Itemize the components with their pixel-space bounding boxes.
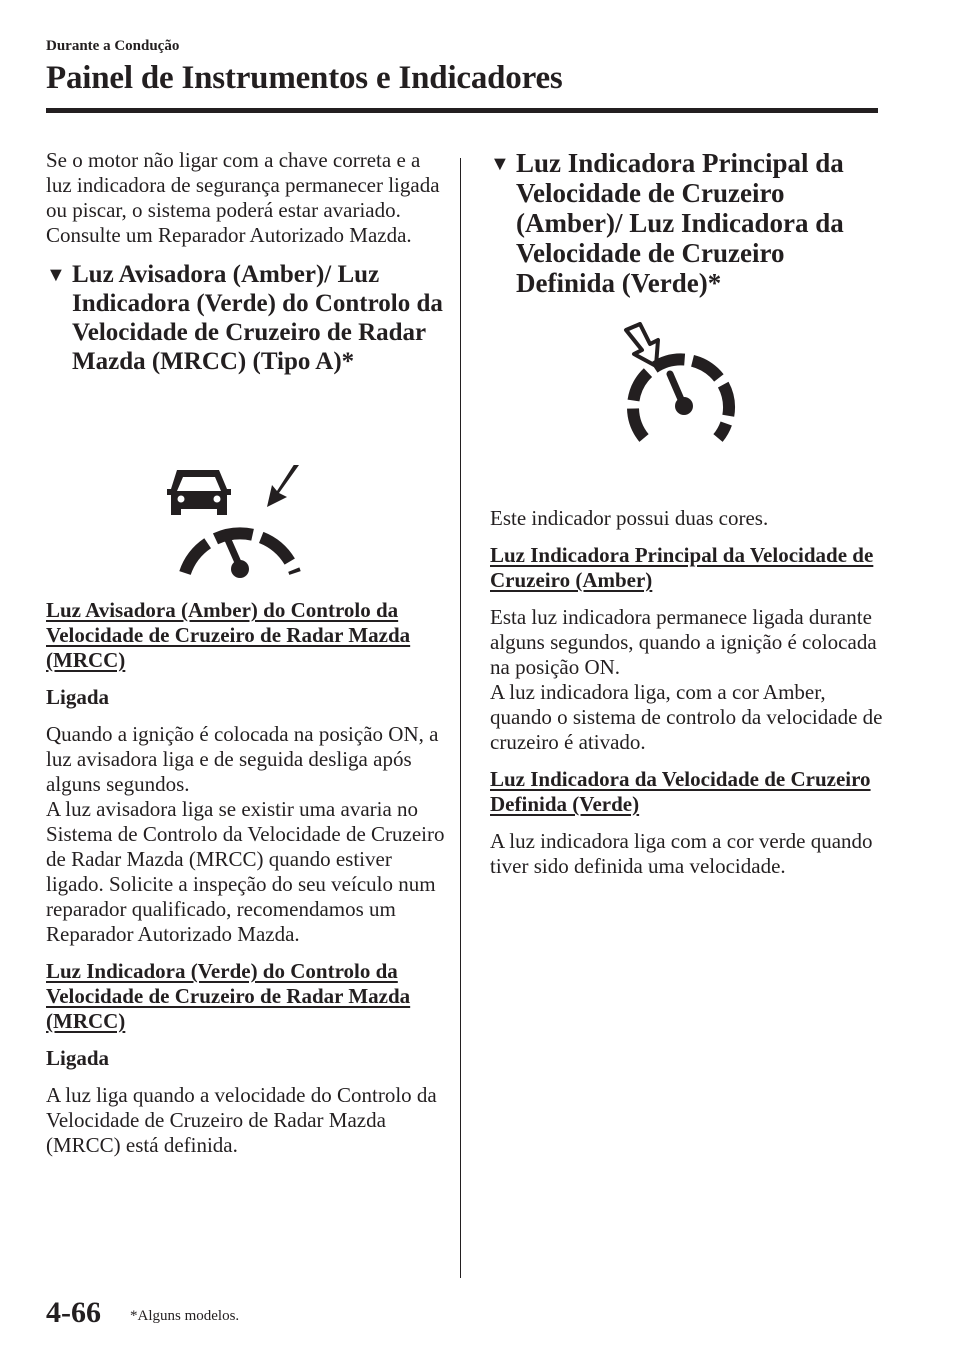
mrcc-indicator-subheading: Luz Indicadora (Verde) do Controlo da Velocidade de Cruzeiro de Radar Mazda (MRCC) [46, 959, 411, 1033]
paragraph: A luz avisadora liga se existir uma avaria no Sistema de Controlo da Velocidade de Cruzeiro de Radar Mazda (MRCC) quando estiver ligado. Solicite a inspeção do seu veículo num reparador qualificado, recomendamos um Reparador Autorizado Mazda. [46, 797, 445, 946]
paragraph: Esta luz indicadora permanece ligada durante alguns segundos, quando a ignição é colocada na posição ON. [490, 605, 877, 679]
radar-cruise-control-icon [167, 465, 307, 580]
paragraph: Este indicador possui duas cores. [490, 506, 769, 530]
right-column [490, 148, 890, 891]
section-label: Durante a Condução [46, 38, 180, 54]
state-label: Ligada [46, 685, 110, 709]
column-divider [460, 158, 461, 1278]
page-number: 4-66 [46, 1296, 101, 1329]
triangle-down-icon: ▼ [46, 264, 66, 286]
mrcc-heading [46, 260, 446, 376]
cruise-set-subheading: Luz Indicadora da Velocidade de Cruzeiro Definida (Verde) [490, 767, 871, 816]
triangle-down-icon: ▼ [490, 153, 510, 175]
header-rule [46, 108, 878, 113]
cruise-control-icon [618, 322, 738, 447]
page-title: Painel de Instrumentos e Indicadores [46, 60, 563, 96]
paragraph: Quando a ignição é colocada na posição ON, a luz avisadora liga e de seguida desliga após alguns segundos. [46, 722, 439, 796]
footnote: *Alguns modelos. [130, 1308, 240, 1324]
left-column [46, 148, 446, 1170]
state-label: Ligada [46, 1046, 110, 1070]
paragraph: A luz indicadora liga com a cor verde quando tiver sido definida uma velocidade. [490, 829, 873, 878]
cruise-main-subheading: Luz Indicadora Principal da Velocidade de Cruzeiro (Amber) [490, 543, 874, 592]
paragraph: A luz indicadora liga, com a cor Amber, quando o sistema de controlo da velocidade de cruzeiro é ativado. [490, 680, 883, 754]
intro-paragraph: Se o motor não ligar com a chave correta e a luz indicadora de segurança permanecer ligada ou piscar, o sistema poderá estar avariado. Consulte um Reparador Autorizado Mazda. [46, 148, 440, 247]
cruise-heading-text: Luz Indicadora Principal da Velocidade de Cruzeiro (Amber)/ Luz Indicadora da Velocidade de Cruzeiro Definida (Verde)* [516, 148, 844, 298]
mrcc-warning-subheading: Luz Avisadora (Amber) do Controlo da Velocidade de Cruzeiro de Radar Mazda (MRCC) [46, 598, 411, 672]
mrcc-heading-text: Luz Avisadora (Amber)/ Luz Indicadora (Verde) do Controlo da Velocidade de Cruzeiro de Radar Mazda (MRCC) (Tipo A)* [72, 261, 443, 375]
cruise-heading [490, 148, 890, 298]
paragraph: A luz liga quando a velocidade do Controlo da Velocidade de Cruzeiro de Radar Mazda (MRCC) está definida. [46, 1083, 437, 1157]
